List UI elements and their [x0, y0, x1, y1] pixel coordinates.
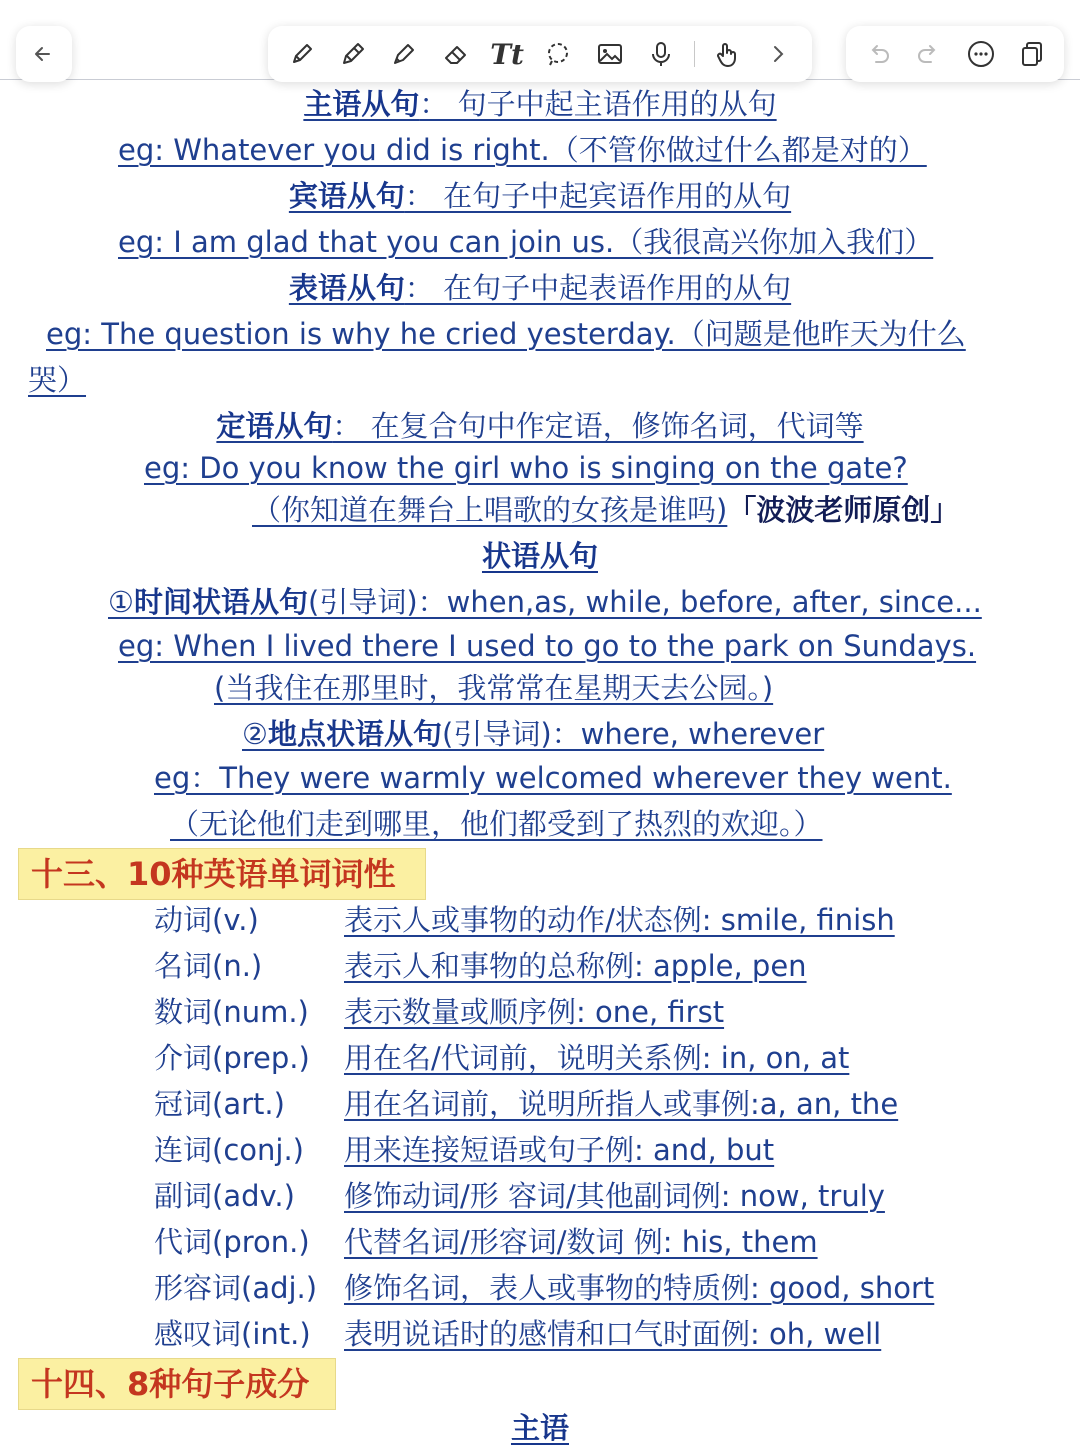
back-button[interactable]: [16, 26, 72, 82]
subject-clause-line: [0, 84, 1080, 124]
action-buttons: [846, 26, 1064, 82]
word-class-description: 修饰名词，表人或事物的特质例: good, short: [344, 1271, 935, 1305]
object-clause-line: [0, 176, 1080, 216]
attributive-clause-example-1: eg: Do you know the girl who is singing on the gate?: [144, 451, 908, 485]
subject-clause-term: 主语从句: [303, 87, 420, 121]
text-tool-icon[interactable]: Tt: [490, 37, 524, 71]
object-clause-example: eg: I am glad that you can join us.（我很高兴你加入我们）: [118, 225, 934, 259]
sentence-component-subject: 主语: [510, 1411, 569, 1445]
highlighter-icon[interactable]: [385, 35, 423, 73]
attributive-clause-example-2: （你知道在舞台上唱歌的女孩是谁吗): [252, 493, 728, 527]
word-class-description: 表示数量或顺序例: one, first: [344, 995, 725, 1029]
word-class-row: [154, 1038, 849, 1078]
word-class-name: 数词(num.): [154, 995, 309, 1029]
word-class-row: [154, 946, 807, 986]
time-adverbial-example-2: (当我住在那里时，我常常在星期天去公园。): [214, 671, 774, 705]
word-class-row: [154, 1222, 818, 1262]
place-adverbial-line: [242, 714, 824, 754]
pages-icon[interactable]: [1013, 35, 1051, 73]
word-class-name: 动词(v.): [154, 903, 259, 937]
word-class-description: 用来连接短语或句子例: and, but: [344, 1133, 775, 1167]
chevron-right-icon[interactable]: [759, 35, 797, 73]
predicative-clause-term: 表语从句: [288, 271, 405, 305]
word-class-name: 副词(adv.): [154, 1179, 295, 1213]
image-icon[interactable]: [591, 35, 629, 73]
predicative-clause-example-1: eg: The question is why he cried yesterday.（问题是他昨天为什么: [46, 317, 966, 351]
section-13-heading: 十三、10种英语单词词性: [18, 848, 426, 900]
credit-label: 「波波老师原创」: [727, 493, 960, 527]
word-class-description: 表明说话时的感情和口气时面例: oh, well: [344, 1317, 882, 1351]
object-clause-def: ： 在句子中起宾语作用的从句: [404, 179, 792, 213]
word-class-row: [154, 1314, 881, 1354]
time-adverbial-term: 时间状语从句: [134, 585, 309, 619]
word-class-row: [154, 1130, 774, 1170]
word-class-name: 名词(n.): [154, 949, 263, 983]
attributive-clause-def: ： 在复合句中作定语，修饰名词，代词等: [332, 409, 864, 443]
subject-clause-example: eg: Whatever you did is right.（不管你做过什么都是对的）: [118, 133, 927, 167]
word-class-description: 表示人或事物的动作/状态例: smile, finish: [344, 903, 895, 937]
place-adverbial-conjunctions: (引导词)：where, wherever: [442, 717, 825, 751]
word-class-row: [154, 900, 895, 940]
word-class-name: 介词(prep.): [154, 1041, 310, 1075]
time-adverbial-conjunctions: (引导词)：when,as, while, before, after, since...: [308, 585, 982, 619]
predicative-clause-def: ： 在句子中起表语作用的从句: [404, 271, 792, 305]
attributive-clause-term: 定语从句: [216, 409, 333, 443]
word-class-description: 用在名/代词前，说明关系例: in, on, at: [344, 1041, 850, 1075]
place-adverbial-example-1: eg：They were warmly welcomed wherever they went.: [154, 761, 952, 795]
object-clause-term: 宾语从句: [288, 179, 405, 213]
redo-icon[interactable]: [910, 35, 948, 73]
word-class-name: 连词(conj.): [154, 1133, 304, 1167]
pen-icon[interactable]: [283, 35, 321, 73]
word-class-row: [154, 1176, 885, 1216]
word-class-description: 修饰动词/形 容词/其他副词例: now, truly: [344, 1179, 885, 1213]
word-class-description: 代替名词/形容词/数词 例: his, them: [344, 1225, 818, 1259]
time-adverbial-example-1: eg: When I lived there I used to go to the park on Sundays.: [118, 629, 977, 663]
circled-two: ②: [242, 717, 268, 751]
predicative-clause-line: [0, 268, 1080, 308]
word-class-row: [154, 992, 724, 1032]
word-class-description: 用在名词前，说明所指人或事例:a, an, the: [344, 1087, 899, 1121]
word-class-name: 冠词(art.): [154, 1087, 285, 1121]
more-icon[interactable]: [962, 35, 1000, 73]
eraser-icon[interactable]: [437, 35, 475, 73]
place-adverbial-example-2: （无论他们走到哪里，他们都受到了热烈的欢迎。）: [170, 807, 823, 841]
word-class-row: [154, 1268, 934, 1308]
word-class-description: 表示人和事物的总称例: apple, pen: [344, 949, 807, 983]
circled-one: ①: [108, 585, 134, 619]
lasso-icon[interactable]: [539, 35, 577, 73]
adverbial-clause-title: 状语从句: [481, 539, 598, 573]
tool-palette: [268, 26, 812, 82]
time-adverbial-line: [108, 582, 982, 622]
word-class-name: 代词(pron.): [154, 1225, 310, 1259]
toolbar-separator: [694, 41, 695, 67]
word-class-name: 形容词(adj.): [154, 1271, 318, 1305]
top-toolbar: [0, 0, 1080, 82]
attributive-clause-line: [0, 406, 1080, 446]
section-14-heading: 十四、8种句子成分: [18, 1358, 336, 1410]
attributive-clause-example-2-line: [252, 490, 959, 530]
pencil-icon[interactable]: [334, 35, 372, 73]
word-class-row: [154, 1084, 898, 1124]
touch-icon[interactable]: [708, 35, 746, 73]
word-class-name: 感叹词(int.): [154, 1317, 311, 1351]
undo-icon[interactable]: [859, 35, 897, 73]
predicative-clause-example-2: 哭）: [28, 363, 87, 397]
subject-clause-def: ： 句子中起主语作用的从句: [419, 87, 777, 121]
arrow-left-icon: [25, 35, 63, 73]
microphone-icon[interactable]: [642, 35, 680, 73]
place-adverbial-term: 地点状语从句: [268, 717, 443, 751]
